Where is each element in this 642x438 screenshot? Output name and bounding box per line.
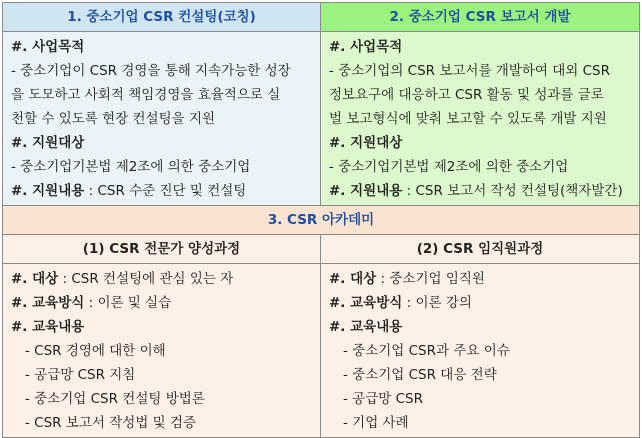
s1-content-heading: #. 지원내용 — [11, 183, 85, 199]
csr-program-table — [2, 2, 639, 434]
left-target-line — [11, 267, 312, 291]
section2-body — [321, 32, 640, 206]
s2-purpose-heading: #. 사업목적 — [329, 39, 403, 55]
s1-purpose-line: 천할 수 있도록 현장 컨설팅을 지원 — [11, 111, 216, 127]
section2-title: 2. 중소기업 CSR 보고서 개발 — [321, 3, 640, 32]
s1-target-heading: #. 지원대상 — [11, 135, 85, 151]
right-target-heading: #. 대상 — [329, 271, 377, 287]
left-content-item: - CSR 경영에 대한 이해 — [25, 343, 166, 359]
s1-target-text: - 중소기업기본법 제2조에 의한 중소기업 — [11, 159, 251, 175]
left-content-item: - CSR 보고서 작성법 및 검증 — [25, 415, 197, 431]
right-target-text: : 중소기업 임직원 — [376, 271, 485, 287]
academy-right-title: (2) CSR 임직원과정 — [321, 235, 640, 264]
right-content-item: - 중소기업 CSR과 주요 이슈 — [343, 343, 510, 359]
s2-content-text: : CSR 보고서 작성 컨설팅(책자발간) — [402, 183, 623, 199]
left-method-line — [11, 291, 312, 315]
s2-purpose-line: 정보요구에 대응하고 CSR 활동 및 성과를 글로 — [329, 87, 604, 103]
left-target-heading: #. 대상 — [11, 271, 59, 287]
right-content-item: - 중소기업 CSR 대응 전략 — [343, 367, 497, 383]
left-content-heading: #. 교육내용 — [11, 319, 85, 335]
right-method-line — [329, 291, 631, 315]
s2-purpose-line: - 중소기업의 CSR 보고서를 개발하여 대외 CSR — [329, 63, 610, 79]
s2-purpose-line: 벌 보고형식에 맞춰 보고할 수 있도록 개발 지원 — [329, 111, 607, 127]
right-target-line — [329, 267, 631, 291]
right-method-text: : 이론 강의 — [402, 295, 472, 311]
right-content-heading: #. 교육내용 — [329, 319, 403, 335]
section3-title: 3. CSR 아카데미 — [3, 206, 640, 235]
academy-left-title: (1) CSR 전문가 양성과정 — [3, 235, 321, 264]
right-content-item: - 기업 사례 — [343, 415, 409, 431]
section1-title: 1. 중소기업 CSR 컨설팅(코칭) — [3, 3, 321, 32]
s2-target-text: - 중소기업기본법 제2조에 의한 중소기업 — [329, 159, 569, 175]
left-content-item: - 중소기업 CSR 컨설팅 방법론 — [25, 391, 205, 407]
s1-purpose-line: 을 도모하고 사회적 책임경영을 효율적으로 실 — [11, 87, 281, 103]
left-method-text: : 이론 및 실습 — [84, 295, 172, 311]
s1-purpose-heading: #. 사업목적 — [11, 39, 85, 55]
right-method-heading: #. 교육방식 — [329, 295, 403, 311]
s2-target-heading: #. 지원대상 — [329, 135, 403, 151]
s1-purpose-line: - 중소기업이 CSR 경영을 통해 지속가능한 성장 — [11, 63, 291, 79]
right-content-item: - 공급망 CSR — [343, 391, 423, 407]
s2-content-line — [329, 179, 631, 203]
left-target-text: : CSR 컨설팅에 관심 있는 자 — [58, 271, 234, 287]
left-method-heading: #. 교육방식 — [11, 295, 85, 311]
left-content-item: - 공급망 CSR 지침 — [25, 367, 136, 383]
s1-content-text: : CSR 수준 진단 및 컨설팅 — [84, 183, 247, 199]
academy-left-body — [3, 264, 321, 438]
s2-content-heading: #. 지원내용 — [329, 183, 403, 199]
academy-right-body — [321, 264, 640, 438]
s1-content-line — [11, 179, 312, 203]
program-table — [2, 2, 640, 438]
section1-body — [3, 32, 321, 206]
